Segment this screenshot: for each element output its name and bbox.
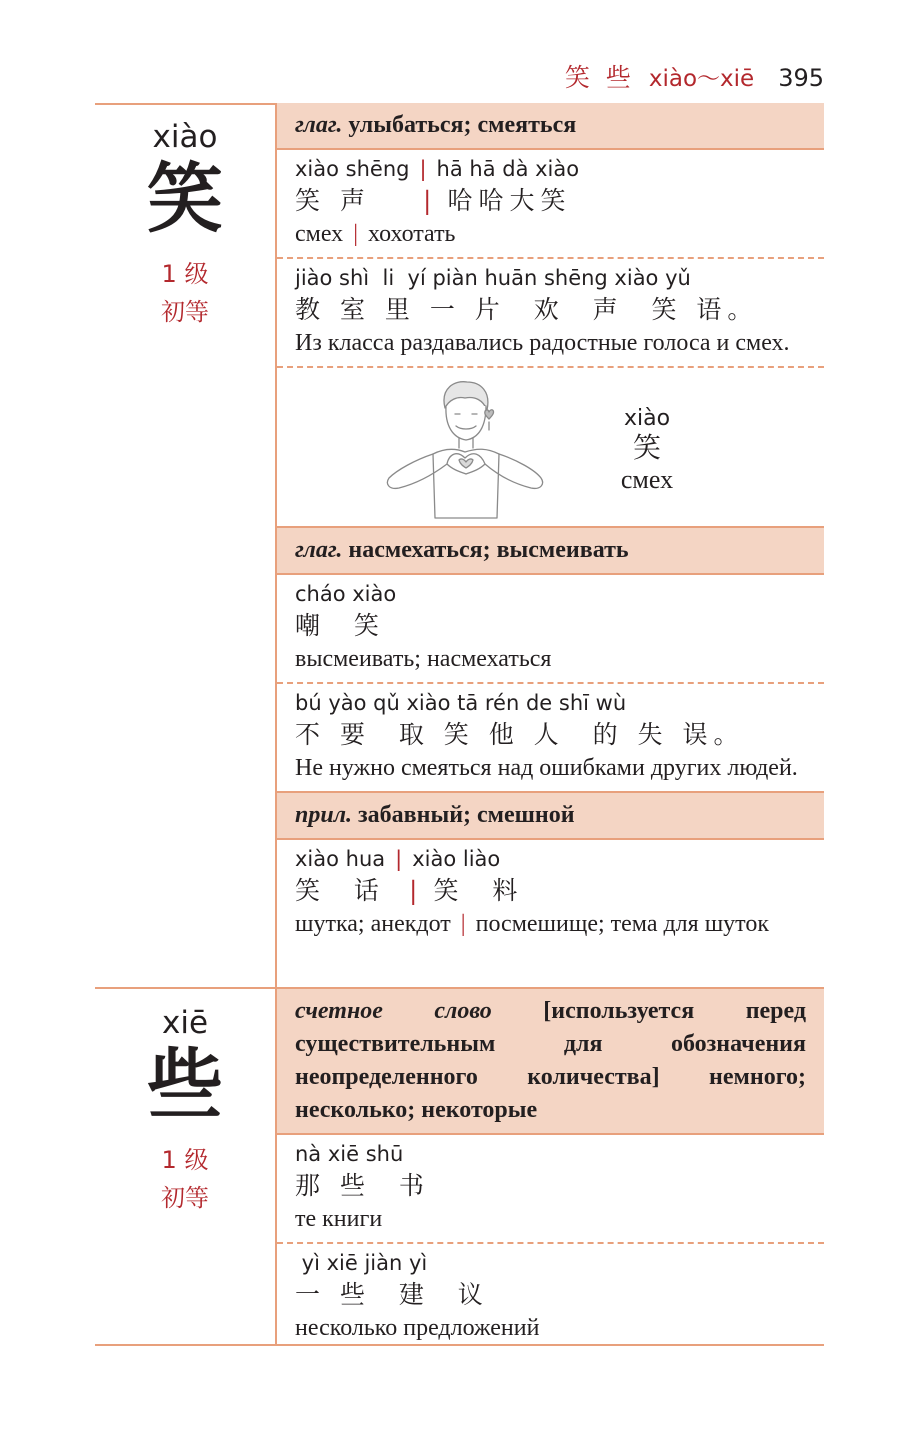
sense-gloss: забавный; смешной [358, 802, 575, 828]
example-pinyin [295, 844, 814, 874]
part-of-speech: счетное слово [295, 998, 544, 1024]
header-pinyin: xiào～xiē [648, 66, 755, 92]
example-translation: высмеивать; насмехаться [295, 646, 552, 672]
translation-a: шутка; анекдот [295, 911, 451, 937]
example-pinyin: cháo xiào [295, 582, 397, 606]
separator: | [395, 847, 403, 871]
example-pinyin [295, 154, 814, 184]
translation-b: посмешище; тема для шуток [475, 911, 770, 937]
example-translation [295, 218, 814, 251]
entry-body [277, 989, 824, 1344]
entry-xie [95, 989, 824, 1344]
example-hanzi: 嘲 笑 [295, 611, 385, 640]
example-pinyin: nà xiē shū [295, 1142, 404, 1166]
hanzi-a: 笑 声 [295, 186, 371, 215]
sense-gloss: улыбаться; смеяться [348, 112, 577, 138]
entry-level [95, 1141, 275, 1217]
separator: | [460, 911, 466, 937]
sense-header [277, 103, 824, 150]
level-number: 1 级 [161, 1145, 209, 1174]
example-pinyin: jiào shì li yí piàn huān shēng xiào yǔ [295, 266, 691, 290]
example-translation: несколько предложений [295, 1315, 540, 1341]
level-number: 1 级 [161, 259, 209, 288]
illustration-block [277, 368, 824, 526]
sense-header [277, 526, 824, 575]
example-hanzi: 不 要 取 笑 他 人 的 失 误。 [295, 720, 745, 749]
example [277, 840, 824, 947]
sense-header [277, 791, 824, 840]
entry-pinyin: xiē [161, 1005, 209, 1041]
example-translation [295, 908, 814, 941]
separator: | [423, 186, 438, 215]
example-translation: те книги [295, 1206, 383, 1232]
pinyin-a: xiào shēng [295, 157, 410, 181]
translation-a: смех [295, 221, 344, 247]
heart-hands-illustration [385, 378, 545, 520]
entry-level [95, 255, 275, 331]
level-name: 初等 [161, 1183, 209, 1212]
bottom-rule [95, 1344, 824, 1346]
entry-pinyin: xiào [152, 119, 218, 155]
example-hanzi: 教 室 里 一 片 欢 声 笑 语。 [295, 295, 759, 324]
level-name: 初等 [161, 297, 209, 326]
entry-hanzi: 笑 [147, 154, 223, 243]
example-hanzi: 那 些 书 [295, 1171, 430, 1200]
pinyin-b: hā hā dà xiào [436, 157, 580, 181]
entry-head [95, 989, 277, 1344]
part-of-speech: глаг. [295, 537, 349, 563]
separator: | [409, 876, 424, 905]
pinyin-b: xiào liào [412, 847, 501, 871]
separator: | [353, 221, 358, 247]
pinyin-a: xiào hua [295, 847, 386, 871]
hanzi-a: 笑 话 [295, 876, 385, 905]
page-number: 395 [778, 64, 824, 92]
example-hanzi [295, 184, 814, 218]
entry-head [95, 103, 277, 987]
sense-gloss: насмехаться; высмеивать [348, 537, 629, 563]
hanzi-b: 哈哈大笑 [447, 186, 572, 215]
example [277, 259, 824, 368]
hanzi-b: 笑 料 [433, 876, 524, 905]
example-pinyin: yì xiē jiàn yì [295, 1251, 428, 1275]
example [277, 1244, 824, 1351]
example-pinyin: bú yào qǔ xiào tā rén de shī wù [295, 691, 627, 715]
example [277, 1135, 824, 1244]
example [277, 150, 824, 259]
example [277, 575, 824, 684]
caption-pinyin: xiào [623, 406, 671, 431]
example-translation: Не нужно смеяться над ошибками других людей. [295, 755, 798, 781]
example-hanzi: 一 些 建 议 [295, 1280, 489, 1309]
entry-body [277, 103, 824, 987]
part-of-speech: глаг. [295, 112, 349, 138]
illustration-caption [607, 406, 687, 495]
example [277, 684, 824, 791]
separator: | [419, 157, 427, 181]
example-translation: Из класса раздавались радостные голоса и смех. [295, 330, 790, 356]
caption-hanzi: 笑 [632, 431, 661, 464]
part-of-speech: прил. [295, 802, 359, 828]
header-chars: 笑 些 [564, 63, 635, 92]
caption-translation: смех [620, 465, 674, 494]
translation-b: хохотать [368, 221, 456, 247]
entry-hanzi: 些 [147, 1040, 223, 1129]
page-header [565, 58, 824, 94]
sense-header [277, 989, 824, 1135]
entry-xiao [95, 103, 824, 987]
example-hanzi [295, 874, 814, 908]
sense-gloss: [используется перед существительным для обозначения неопределенного количества] немного; несколько; некоторые [295, 998, 806, 1123]
